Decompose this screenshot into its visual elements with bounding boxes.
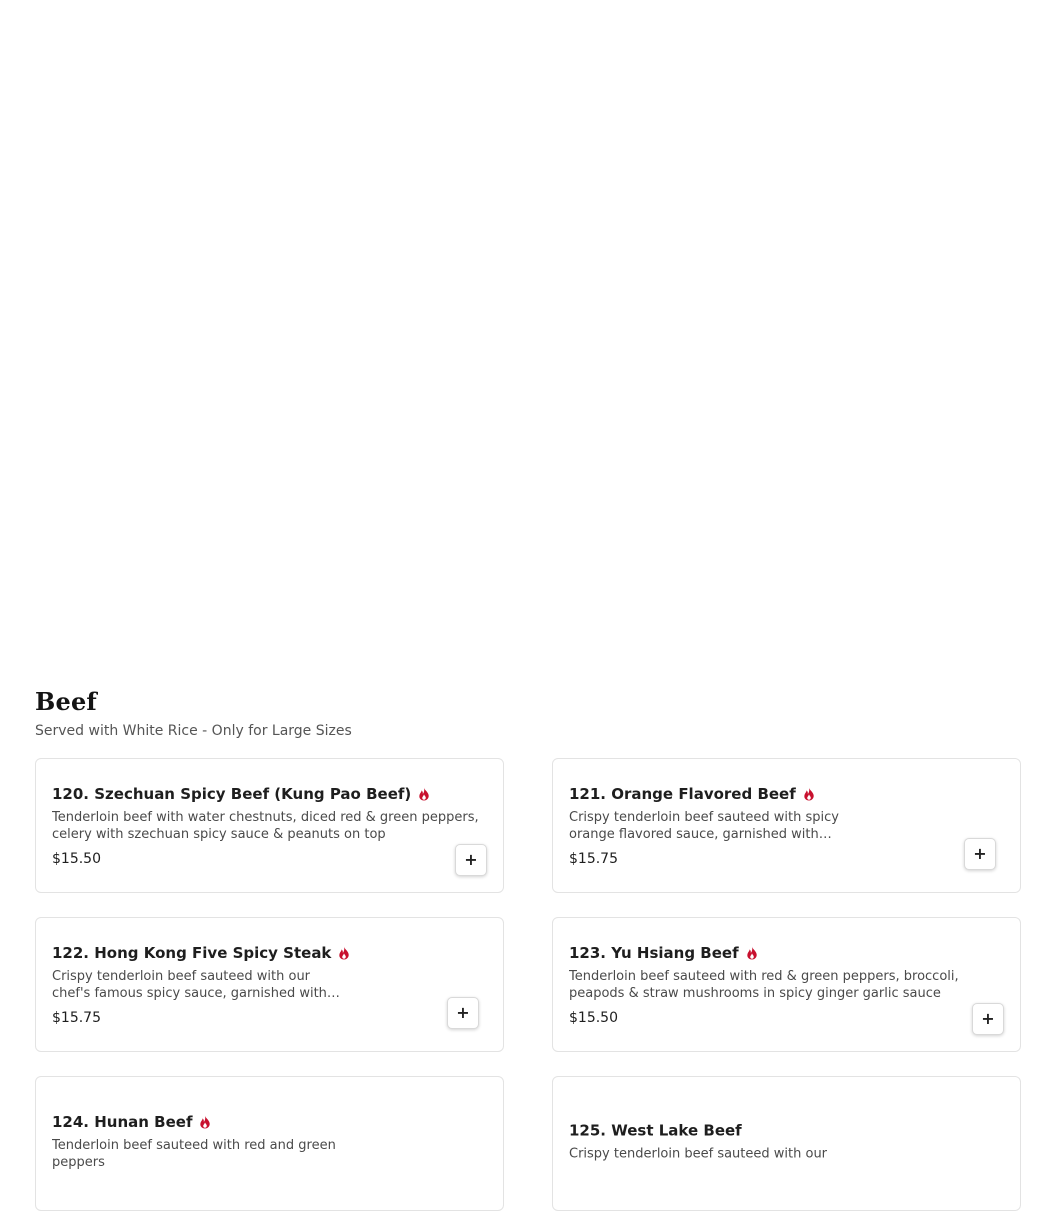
menu-item-description: Tenderloin beef sauteed with red and green peppers [52, 1137, 336, 1170]
flame-icon [199, 1115, 211, 1129]
flame-icon [746, 946, 758, 960]
menu-item-card[interactable] [35, 917, 504, 1052]
menu-item-name: 122. Hong Kong Five Spicy Steak [52, 943, 332, 962]
menu-item-description: Crispy tenderloin beef sauteed with spicy orange flavored sauce, garnished with [569, 809, 839, 842]
menu-item-price: $15.75 [569, 850, 618, 867]
add-item-button[interactable] [964, 838, 996, 870]
menu-item-name-row [52, 783, 487, 805]
section-header [35, 686, 1015, 741]
menu-item-name: 123. Yu Hsiang Beef [569, 943, 739, 962]
add-item-button[interactable] [447, 997, 479, 1029]
menu-item-description: Tenderloin beef sauteed with red & green peppers, broccoli, peapods & straw mushrooms in spicy ginger garlic sauce [569, 968, 959, 1001]
menu-item-description: Crispy tenderloin beef sauteed with our [569, 1146, 828, 1161]
plus-icon: + [981, 1009, 995, 1028]
flame-icon [803, 787, 815, 801]
flame-icon [418, 787, 430, 801]
flame-icon [338, 946, 350, 960]
plus-icon: + [464, 850, 478, 869]
menu-item-name: 124. Hunan Beef [52, 1112, 193, 1131]
menu-items-grid [35, 758, 1021, 1211]
menu-item-name-row [52, 1111, 487, 1133]
section-subtitle: Served with White Rice - Only for Large Sizes [35, 723, 352, 739]
section-title: Beef [35, 687, 97, 716]
menu-item-price: $15.75 [52, 1009, 101, 1026]
menu-item-price: $15.50 [569, 1009, 618, 1026]
menu-item-card[interactable] [552, 1076, 1021, 1211]
menu-item-name: 120. Szechuan Spicy Beef (Kung Pao Beef) [52, 784, 412, 803]
menu-item-card[interactable] [552, 758, 1021, 893]
menu-item-card[interactable] [35, 1076, 504, 1211]
menu-item-name-row [569, 942, 1004, 964]
menu-item-card[interactable] [552, 917, 1021, 1052]
menu-item-description: Crispy tenderloin beef sauteed with our chef's famous spicy sauce, garnished with [52, 968, 327, 1001]
menu-item-description: Tenderloin beef with water chestnuts, diced red & green peppers, celery with szechuan spicy sauce & peanuts on top [52, 809, 479, 842]
menu-item-price: $15.50 [52, 850, 101, 867]
add-item-button[interactable] [972, 1003, 1004, 1035]
add-item-button[interactable] [455, 844, 487, 876]
plus-icon: + [973, 844, 987, 863]
menu-item-card[interactable] [35, 758, 504, 893]
menu-item-name-row [569, 783, 1004, 805]
menu-item-name-row [569, 1119, 1004, 1141]
menu-item-name-row [52, 942, 487, 964]
menu-item-name: 125. West Lake Beef [569, 1121, 742, 1139]
plus-icon: + [456, 1003, 470, 1022]
menu-item-name: 121. Orange Flavored Beef [569, 784, 796, 803]
